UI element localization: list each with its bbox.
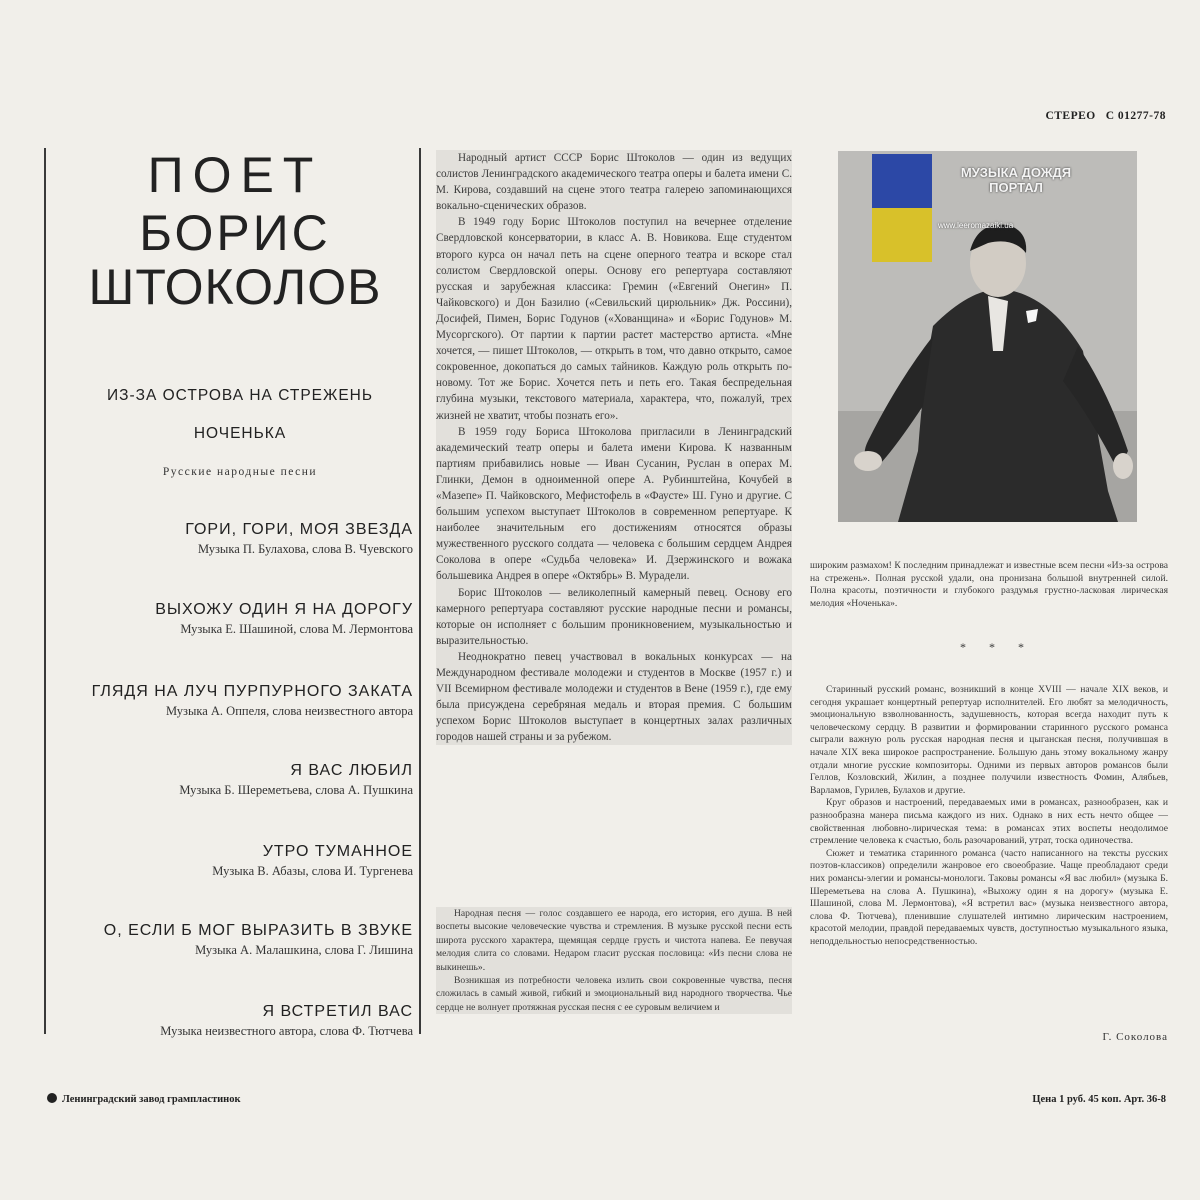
ukraine-flag-icon <box>872 154 932 262</box>
song-item <box>55 1003 413 1039</box>
song-title: ГЛЯДЯ НА ЛУЧ ПУРПУРНОГО ЗАКАТА <box>91 683 413 700</box>
middle-divider <box>419 148 421 1034</box>
bio-paragraph: В 1959 году Бориса Штоколова пригласили в Ленинградский академический театр оперы и балета имени Кирова. К названным партиям прибавились новые — Иван Сусанин, Руслан в операх М. Глинки, Демон в одноименной опере А. Рубинштейна, Кочубей в «Мазепе» П. Чайковского, Мефистофель в «Фаусте» Ш. Гуно и другие. С большим успехом выступает Штоколов в современном репертуаре. К наиболее значительным его достижениям относятся образы мужественного русского солдата — человека с большим сердцем Андрея Соколова в опере «Судьба человека» И. Дзержинского и вожака большевика Андрея в опере «Октябрь» В. Мурадели. <box>436 425 792 583</box>
song-credit: Музыка неизвестного автора, слова Ф. Тютчева <box>160 1024 413 1038</box>
romance-text <box>810 684 1168 948</box>
title-line-3: ШТОКОЛОВ <box>88 259 382 315</box>
biography-text <box>436 150 792 745</box>
singer-photo <box>838 151 1137 522</box>
left-divider <box>44 148 46 1034</box>
song-item <box>55 683 413 719</box>
catalog-code: С 01277-78 <box>1105 110 1166 122</box>
bio-paragraph: В 1949 году Борис Штоколов поступил на вечернее отделение Свердловской консерватории, в класс А. В. Новикова. Еще студентом второго курса он начал петь на сцене оперного театра и вскоре стал солистом Свердловской оперы. Основу его репертуара составляют русская и зарубежная классика: Гремин («Евгений Онегин» П. Чайковского) и Дон Базилио («Севильский цирюльник» Дж. Россини), Досифей, Пимен, Борис Годунов («Хованщина» и «Борис Годунов» М. Мусоргского). От партии к партии растет мастерство артиста. «Мне хочется, — пишет Штоколов, — открыть в том, что давно открыто, самое сокровенное, докопаться до самых тайников. Каждую роль открыть по-новому. Тот же Борис. Хочется петь и петь его. Такая беспредельная глубина музыки, текстового материала, характера, что, пожалуй, трех жизней не хватит, чтобы познать его». <box>436 216 792 422</box>
author-signature: Г. Соколова <box>1102 1031 1168 1043</box>
song-credit: Музыка А. Малашкина, слова Г. Лишина <box>195 943 413 957</box>
section-separator: * * * <box>960 640 1034 654</box>
genre-text: Русские народные песни <box>162 466 318 478</box>
folk-song-notes <box>436 907 792 1014</box>
right-paragraph: широким размахом! К последним принадлежат и известные всем песни «Из-за острова на стрежень». Полная русской удали, она пронизана большой внутренней силой. Полна красоты, поэтичности и глубокого раздумья грустно-ласковая лирическая мелодия «Ноченька». <box>810 560 1168 609</box>
watermark-line-1: МУЗЫКА ДОЖДЯ <box>960 165 1072 180</box>
watermark-line-2: ПОРТАЛ <box>989 180 1043 195</box>
price-label: Цена 1 руб. 45 коп. Арт. 36-8 <box>1032 1094 1166 1105</box>
song-item <box>55 521 413 557</box>
bio-paragraph: Народный артист СССР Борис Штоколов — один из ведущих солистов Ленинградского академического театра оперы и балета имени С. М. Кирова, создавший на сцене этого театра галерею запоминающихся вокально-сценических образов. <box>436 152 792 213</box>
song-credit: Музыка А. Оппеля, слова неизвестного автора <box>165 704 413 718</box>
right-paragraph: Старинный русский романс, возникший в конце XVIII — начале XIX веков, и сегодня украшает концертный репертуар исполнителей. Его любят за мелодичность, эмоциональную взволнованность, задушевность, которая всегда находит путь к человеческому сердцу. В развитии и формировании старинного русского романса сыграли важную роль русская народная песня и цыганская песня, получившая в начале XIX века широкое распространение. Большую дань этому вокальному жанру отдали многие русские композиторы. Одними из первых авторов романсов были Геллов, Козловский, Жилин, а позднее получили известность Фомин, Алябьев, Варламов, Гурилев, Булахов и другие. <box>810 684 1168 796</box>
song-item <box>60 425 420 443</box>
right-paragraph: Круг образов и настроений, передаваемых ими в романсах, разнообразен, как и разнообразна манера письма каждого из них. Однако в них есть нечто общее — свойственная любовно-лирическая тема: в романсах этих воспеты неодолимое стремление человека к счастью, боль разочарований, утрат, тоска одиночества. <box>810 797 1168 847</box>
title-line-1: ПОЕТ <box>147 147 323 203</box>
song-item <box>55 922 413 958</box>
song-title: УТРО ТУМАННОЕ <box>262 843 413 860</box>
song-credit: Музыка Б. Шереметьева, слова А. Пушкина <box>179 783 413 797</box>
song-item <box>55 601 413 637</box>
song-title: ГОРИ, ГОРИ, МОЯ ЗВЕЗДА <box>185 521 413 538</box>
song-title: Я ВАС ЛЮБИЛ <box>290 762 413 779</box>
song-item <box>55 843 413 879</box>
watermark-url: www.leeromazaiki.ua <box>938 221 1014 230</box>
bio-paragraph: Борис Штоколов — великолепный камерный певец. Основу его камерного репертуара составляют русские народные песни и романсы, которые он исполняет с большим проникновением, музыкальностью и выразительностью. <box>436 586 792 647</box>
song-item <box>60 387 420 405</box>
catalog-number <box>1045 110 1166 122</box>
song-credit: Музыка Е. Шашиной, слова М. Лермонтова <box>180 622 413 636</box>
song-title: Я ВСТРЕТИЛ ВАС <box>262 1003 413 1020</box>
title-line-2: БОРИС <box>139 205 331 261</box>
right-text-top <box>810 560 1168 610</box>
song-item <box>55 762 413 798</box>
record-logo-icon <box>47 1093 57 1103</box>
song-credit: Музыка В. Абазы, слова И. Тургенева <box>212 864 413 878</box>
notes-paragraph: Возникшая из потребности человека излить свои сокровенные чувства, песня сложилась в самый живой, гибкий и эмоциональный вид народного творчества. Чье сердце не волнует протяжная русская песня с ее суровым величием и <box>436 975 792 1013</box>
song-title: НОЧЕНЬКА <box>193 425 287 442</box>
factory-label <box>47 1093 241 1105</box>
bio-paragraph: Неоднократно певец участвовал в вокальных конкурсах — на Международном фестивале молодежи и студентов в Москве (1957 г.) и VII Всемирном фестивале молодежи и студентов в Вене (1959 г.), где ему была присуждена серебряная медаль и вторая премия. С большим успехом Борис Штоколов выступает в концертных залах различных городов нашей страны и за рубежом. <box>436 650 792 744</box>
genre-label <box>60 463 420 478</box>
song-title: ИЗ-ЗА ОСТРОВА НА СТРЕЖЕНЬ <box>106 387 374 404</box>
notes-paragraph: Народная песня — голос создавшего ее народа, его история, его душа. В ней воспеты высокие человеческие чувства и стремления. В музыке русской песни есть широта русского характера, щемящая сердце грусть и чистота напева. Ее певучая мелодия слита со словами. Недаром гласит русская пословица: «Из песни слова не выкинешь». <box>436 908 792 973</box>
stereo-label: СТЕРЕО <box>1045 110 1096 122</box>
right-paragraph: Сюжет и тематика старинного романса (часто написанного на тексты русских поэтов-классиков) определили жанровое его своеобразие. Чаще преобладают среди них романсы-элегии и романсы-монологи. Таковы романсы «Я вас любил» (музыка Б. Шереметьева на слова А. Пушкина), «Выхожу один я на дорогу» (музыка Е. Шашиной, слова М. Лермонтова), «Я встретил вас» (музыка неизвестного автора, слова Ф. Тютчева), пленившие слушателей интимно лирическим настроением, красотой мелодии, правдой передаваемых чувств, доступностью музыкального языка, неподдельностью непосредственностью. <box>810 847 1168 947</box>
song-credit: Музыка П. Булахова, слова В. Чуевского <box>197 542 413 556</box>
watermark-text <box>936 165 1096 195</box>
factory-name: Ленинградский завод грампластинок <box>62 1094 241 1105</box>
song-title: ВЫХОЖУ ОДИН Я НА ДОРОГУ <box>155 601 413 618</box>
song-title: О, ЕСЛИ Б МОГ ВЫРАЗИТЬ В ЗВУКЕ <box>103 922 413 939</box>
